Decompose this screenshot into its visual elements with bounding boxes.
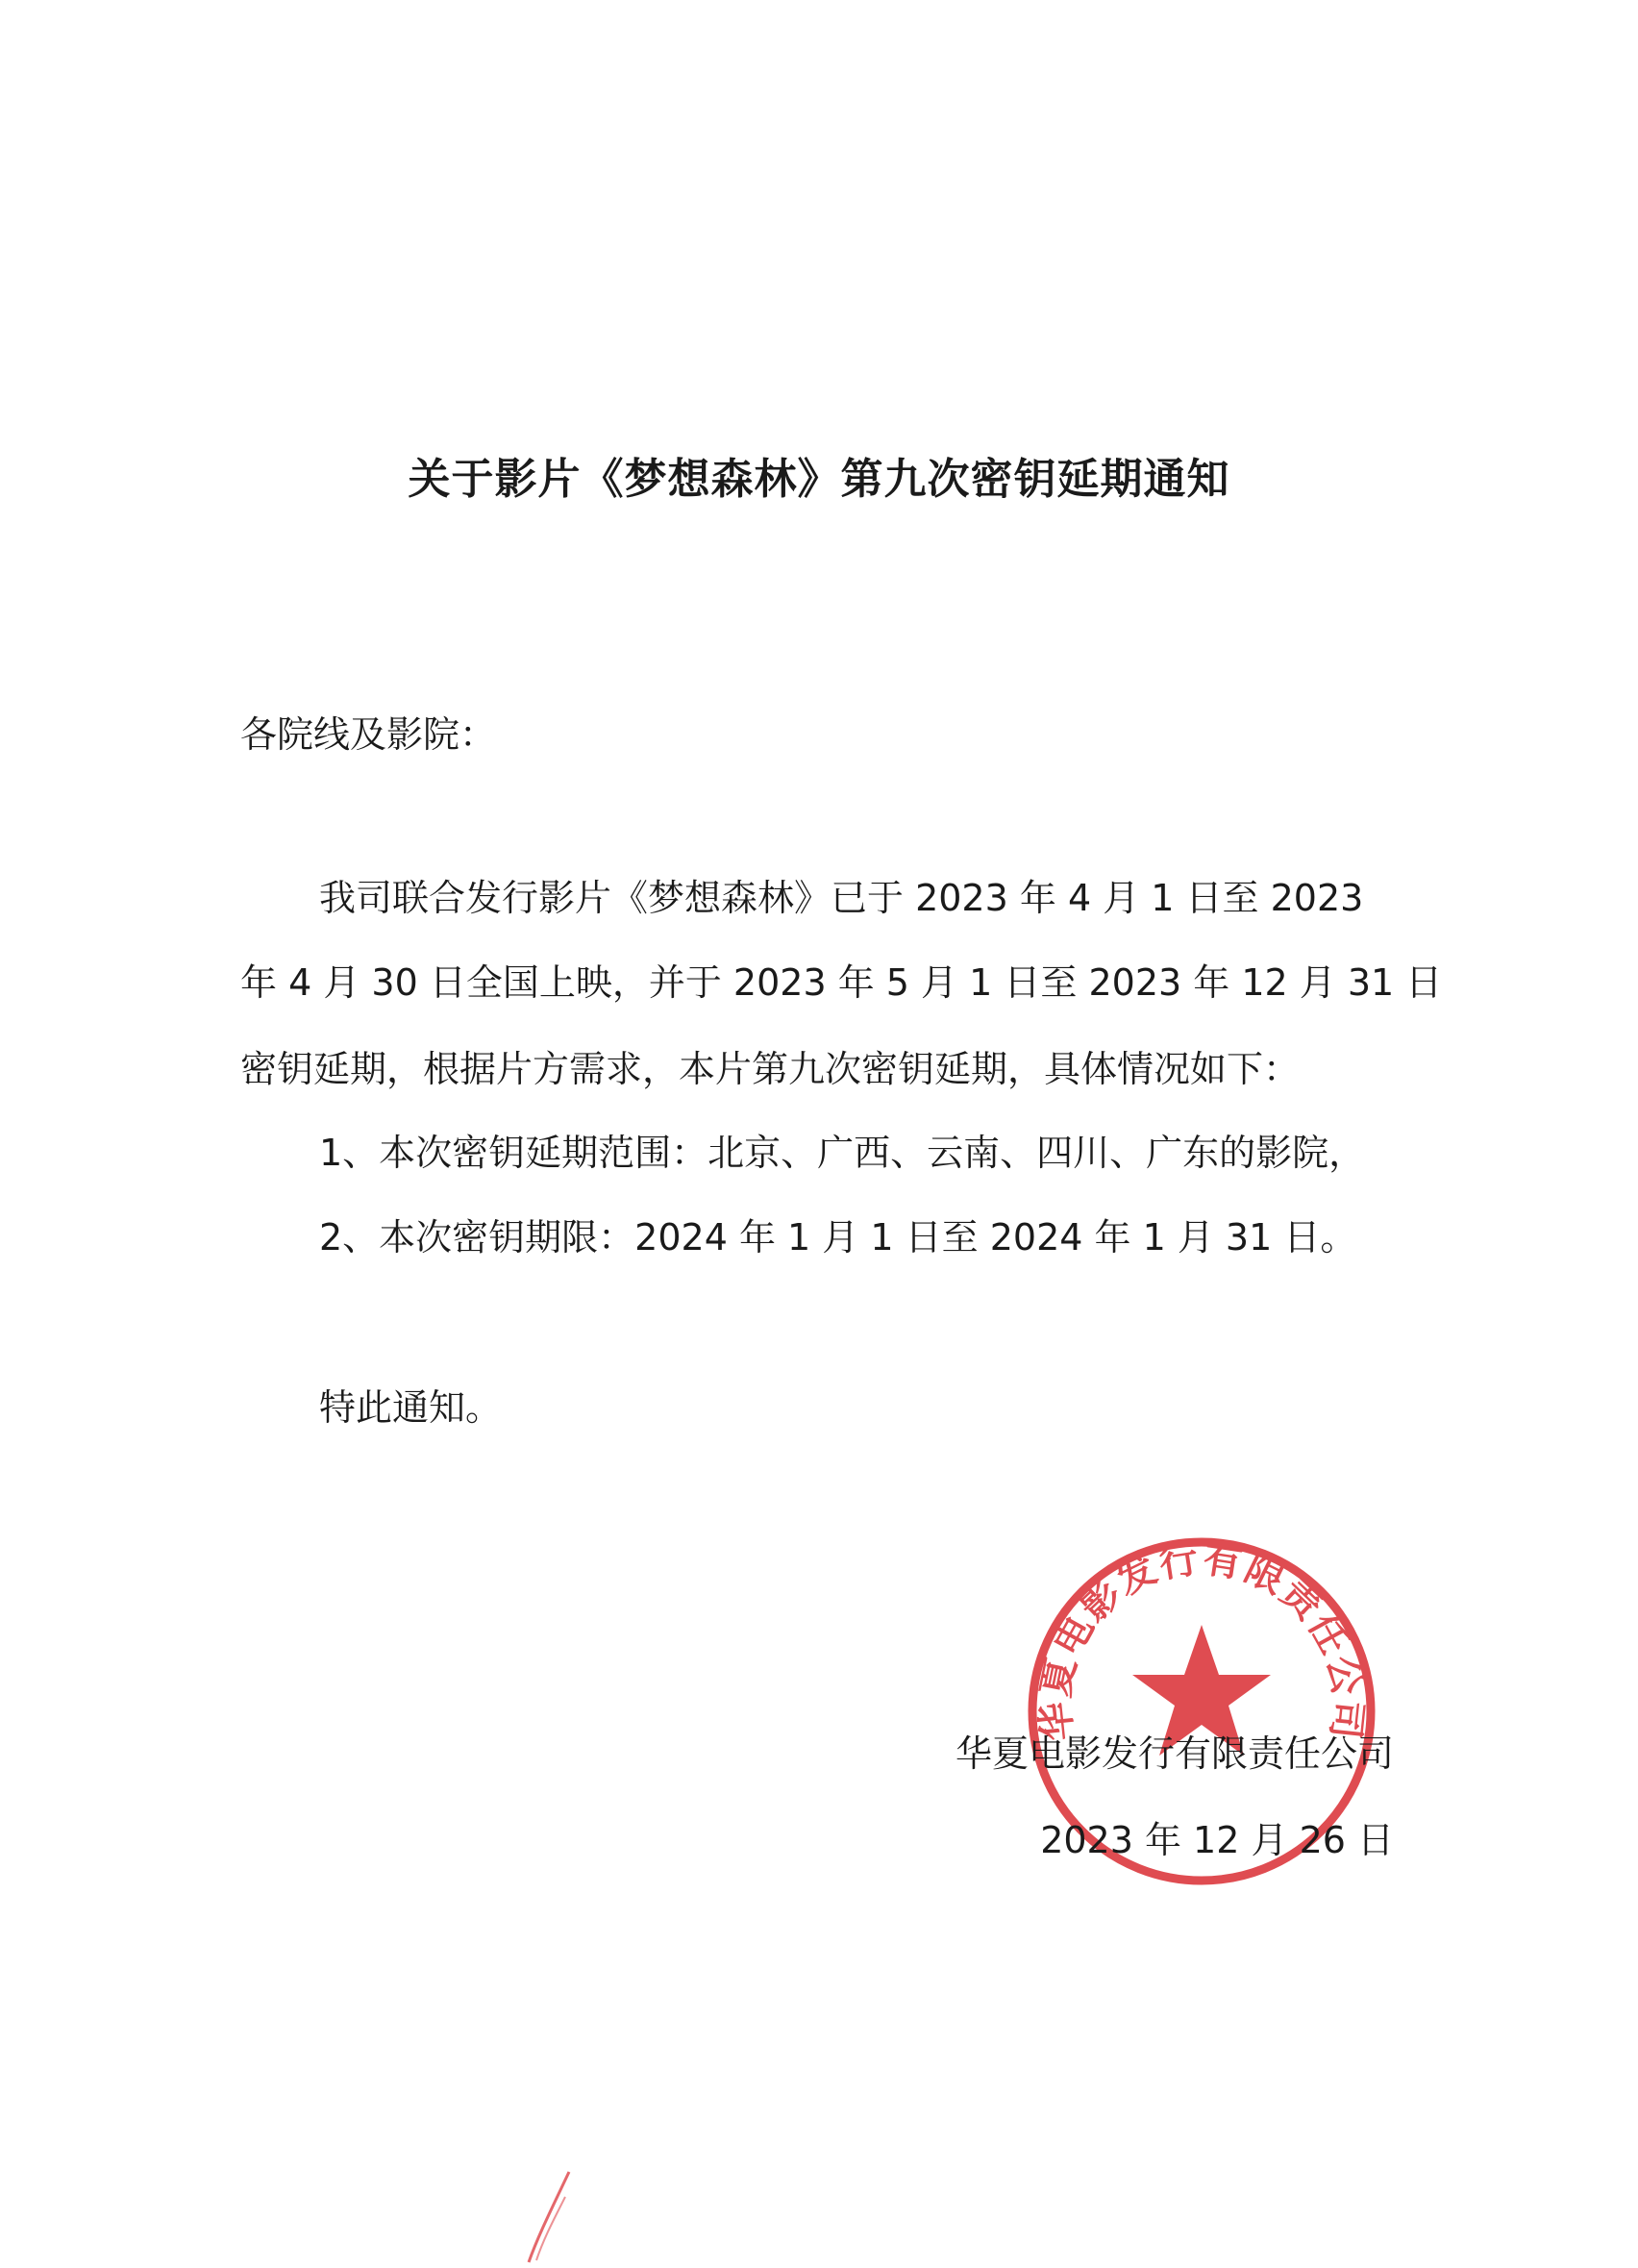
- signature-company: 华夏电影发行有限责任公司: [955, 1732, 1394, 1775]
- body-line-3: 密钥延期，根据片方需求，本片第九次密钥延期，具体情况如下：: [240, 1048, 1301, 1090]
- list-item-2: 2、本次密钥期限：2024 年 1 月 1 日至 2024 年 1 月 31 日。: [319, 1216, 1357, 1259]
- closing-remark: 特此通知。: [319, 1386, 503, 1429]
- body-line-1: 我司联合发行影片《梦想森林》已于 2023 年 4 月 1 日至 2023: [319, 877, 1364, 919]
- seal-text: 华夏电影发行有限责任公司: [1031, 1535, 1372, 1743]
- document-title: 关于影片《梦想森林》第九次密钥延期通知: [408, 455, 1230, 504]
- margin-scribble: [519, 2168, 577, 2264]
- list-item-1: 1、本次密钥延期范围：北京、广西、云南、四川、广东的影院，: [319, 1132, 1366, 1174]
- salutation: 各院线及影院：: [240, 713, 497, 756]
- signature-date: 2023 年 12 月 26 日: [1040, 1819, 1394, 1861]
- body-line-2: 年 4 月 30 日全国上映，并于 2023 年 5 月 1 日至 2023 年 12 月 31 日: [240, 961, 1443, 1004]
